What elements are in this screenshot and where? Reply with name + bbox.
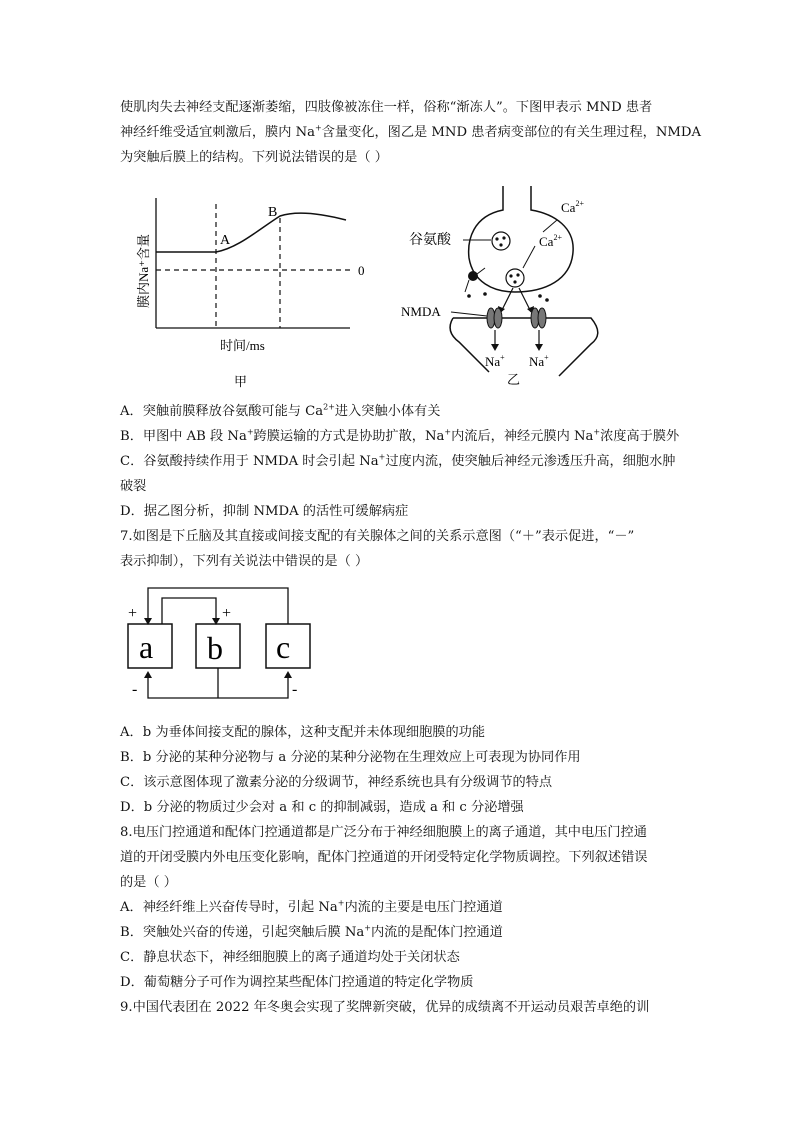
q6-option-a: [120, 403, 440, 421]
glutamate-dot: [502, 236, 505, 239]
nmda-receptor: [494, 308, 502, 328]
postsynaptic-membrane-left: [450, 318, 489, 372]
ca-arrow: [543, 220, 557, 232]
intro-text: 含量变化，图乙是 MND 患者病变部位的有关生理过程，NMDA: [321, 125, 701, 140]
glutamate-dot: [509, 274, 512, 277]
box-b-label: b: [207, 630, 223, 666]
arrow-head: [144, 671, 152, 678]
glutamate-dot: [499, 243, 502, 246]
plus-a: +: [128, 605, 138, 622]
figure-jia-caption: 甲: [234, 374, 248, 389]
plus-b: +: [222, 605, 232, 622]
q6-option-d: D．据乙图分析，抑制 NMDA 的活性可缓解病症: [120, 504, 409, 519]
arrow-head: [491, 344, 499, 351]
option-text: A．神经纤维上兴奋传导时，引起 Na: [120, 900, 338, 915]
vesicle-2: [506, 269, 524, 287]
figure-yi: [395, 180, 625, 390]
arrow-head: [284, 671, 292, 678]
superscript: +: [444, 427, 452, 437]
y-axis-label: 膜内Na⁺含量: [136, 233, 151, 308]
q7-stem-1: 7.如图是下丘脑及其直接或间接支配的有关腺体之间的关系示意图（“＋”表示促进，“－”: [120, 529, 635, 544]
q6-option-c: [120, 453, 675, 471]
na-charge: +: [544, 353, 549, 362]
glutamate-dot: [495, 237, 498, 240]
vesicle-1: [492, 232, 510, 250]
ca-to-vesicle-arrow: [523, 246, 535, 268]
q7-stem-2: 表示抑制），下列有关说法中错误的是（ ）: [120, 554, 369, 569]
figure-hormone-regulation: [120, 580, 320, 710]
option-text: C．谷氨酸持续作用于 NMDA 时会引起 Na: [120, 454, 379, 469]
na-charge: +: [500, 353, 505, 362]
ca-text: Ca: [561, 200, 576, 215]
point-a-label: A: [220, 233, 231, 248]
na-curve: [156, 213, 346, 252]
point-b-label: B: [268, 205, 278, 220]
glutamate-dot: [483, 292, 487, 296]
superscript: +: [593, 427, 601, 437]
minus-c: -: [292, 681, 298, 698]
option-text: 进入突触小体有关: [334, 404, 441, 419]
glutamate-dot: [467, 294, 471, 298]
intro-line-1: 使肌肉失去神经支配逐渐萎缩，四肢像被冻住一样，俗称“渐冻人”。下图甲表示 MND 患者: [120, 100, 653, 115]
option-text: 内流的是配体门控通道: [371, 925, 503, 940]
q6-option-c-cont: 破裂: [120, 479, 147, 494]
option-text: 内流后，神经元膜内 Na: [451, 429, 594, 444]
q8-stem-1: 8.电压门控通道和配体门控通道都是广泛分布于神经细胞膜上的离子通道，其中电压门控通: [120, 825, 647, 840]
figure-yi-caption: 乙: [507, 372, 521, 387]
glutamate-dot: [516, 273, 519, 276]
minus-a: -: [132, 681, 138, 698]
ca-charge: 2+: [575, 199, 584, 208]
ca-mid-label: [539, 233, 562, 249]
na-text: Na: [529, 354, 545, 369]
superscript: +: [315, 123, 322, 133]
nmda-receptor: [538, 308, 546, 328]
option-text: 浓度高于膜外: [600, 429, 680, 444]
q8-option-c: C．静息状态下，神经细胞膜上的离子通道均处于关闭状态: [120, 950, 460, 965]
figure-jia: [128, 190, 368, 395]
arrow-head: [535, 344, 543, 351]
nmda-pointer: [451, 312, 487, 316]
option-text: B．突触处兴奋的传递，引起突触后膜 Na: [120, 925, 365, 940]
option-text: 跨膜运输的方式是协助扩散，Na: [253, 429, 445, 444]
option-text: 内流的主要是电压门控通道: [344, 900, 503, 915]
q7-option-c: C．该示意图体现了激素分泌的分级调节，神经系统也具有分级调节的特点: [120, 775, 553, 790]
glutamate-label: 谷氨酸: [409, 233, 451, 248]
option-text: A．突触前膜释放谷氨酸可能与 Ca: [120, 404, 324, 419]
x-axis-label: 时间/ms: [220, 338, 265, 353]
q6-option-b: [120, 428, 679, 446]
q8-stem-2: 道的开闭受膜内外电压变化影响，配体门控通道的开闭受特定化学物质调控。下列叙述错误: [120, 850, 648, 865]
superscript: +: [246, 427, 254, 437]
q7-option-a: A．b 为垂体间接支配的腺体，这种支配并未体现细胞膜的功能: [120, 725, 486, 740]
reuptake-arrow: [477, 268, 485, 274]
q8-option-d: D．葡萄糖分子可作为调控某些配体门控通道的特定化学物质: [120, 975, 474, 990]
superscript: +: [364, 923, 371, 933]
superscript: +: [337, 898, 345, 908]
q9-stem-1: 9.中国代表团在 2022 年冬奥会实现了奖牌新突破，优异的成绩离不开运动员艰苦卓绝的训: [120, 1000, 650, 1015]
transporter: [468, 271, 478, 281]
box-c-label: c: [276, 629, 291, 665]
nmda-label: NMDA: [401, 304, 441, 319]
box-a-label: a: [139, 629, 154, 665]
na-right-label: [529, 353, 549, 369]
intro-text: 神经纤维受适宜刺激后，膜内 Na: [120, 125, 316, 140]
intro-line-3: 为突触后膜上的结构。下列说法错误的是（ ）: [120, 150, 388, 165]
ca-top-label: [561, 199, 584, 215]
superscript: 2+: [323, 402, 335, 412]
reuptake-arrow: [465, 280, 469, 292]
glutamate-dot: [538, 294, 542, 298]
q7-option-d: D．b 分泌的物质过少会对 a 和 c 的抑制减弱，造成 a 和 c 分泌增强: [120, 800, 524, 815]
na-text: Na: [485, 354, 501, 369]
glutamate-dot: [513, 280, 516, 283]
glutamate-dot: [545, 298, 549, 302]
q8-stem-3: 的是（ ）: [120, 875, 177, 890]
superscript: +: [378, 452, 386, 462]
q7-option-b: B．b 分泌的某种分泌物与 a 分泌的某种分泌物在生理效应上可表现为协同作用: [120, 750, 581, 765]
ca-text: Ca: [539, 234, 554, 249]
na-left-label: [485, 353, 505, 369]
option-text: 过度内流，使突触后神经元渗透压升高，细胞水肿: [385, 454, 676, 469]
option-text: B．甲图中 AB 段 Na: [120, 429, 247, 444]
q8-option-b: [120, 924, 503, 942]
zero-label: 0: [358, 263, 365, 278]
ca-charge: 2+: [553, 233, 562, 242]
postsynaptic-membrane: [453, 318, 598, 376]
q8-option-a: [120, 899, 503, 917]
intro-line-2: [120, 124, 701, 142]
a-to-b-arrow: [162, 598, 216, 624]
